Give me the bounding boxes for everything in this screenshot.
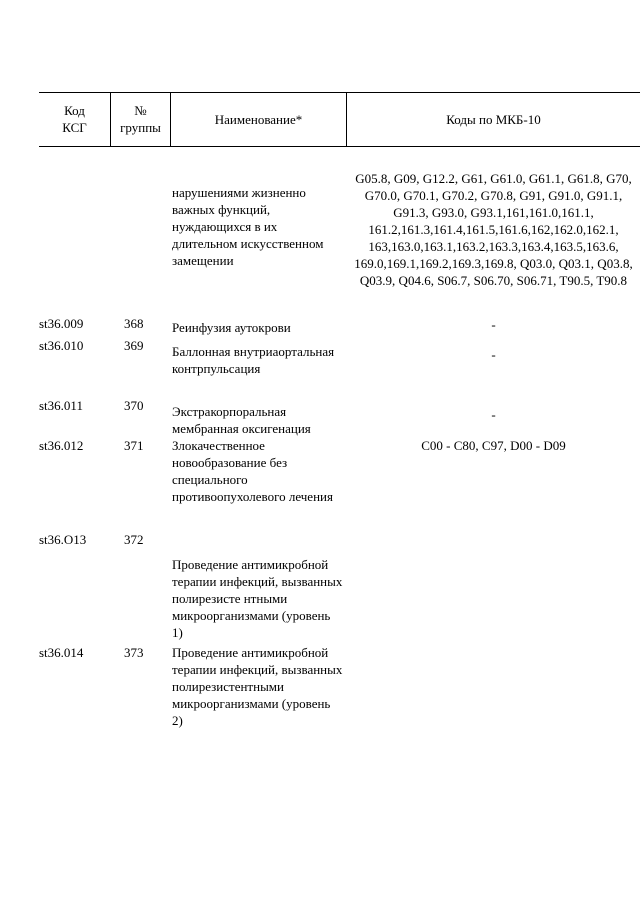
header-group-line1: № (134, 103, 147, 118)
header-bottom-rule (39, 146, 640, 147)
header-group-number (111, 92, 170, 146)
row-name: Баллонная внутриаортальная контрпульсация (172, 344, 335, 376)
row-group: 373 (124, 645, 144, 660)
row-code: st36.O13 (39, 532, 87, 547)
row-mkb: - (491, 407, 496, 422)
header-name (171, 92, 346, 146)
header-code-line2: КСГ (62, 120, 87, 135)
header-mkb (347, 92, 640, 146)
row-code: st36.010 (39, 338, 84, 353)
row-name: Экстракорпоральная мембранная оксигенация (172, 404, 311, 436)
row-name: Злокачественное новообразование без специального противоопухолевого лечения (172, 438, 333, 504)
row-mkb: - (491, 317, 496, 332)
row-name: Проведение антимикробной терапии инфекций, вызванных полирезистентными микроорганизмами (уровень 2) (172, 645, 343, 728)
header-code-ksg (39, 92, 110, 146)
header-code-line1: Код (64, 103, 85, 118)
row-group: 371 (124, 438, 144, 453)
header-group-line2: группы (120, 120, 161, 135)
row-group: 368 (124, 316, 144, 331)
row-name: Реинфузия аутокрови (172, 320, 291, 335)
row-name: Проведение антимикробной терапии инфекций, вызванных полирезисте нтными микроорганизмами (уровень 1) (172, 557, 343, 640)
row-code: st36.011 (39, 398, 83, 413)
row-group: 370 (124, 398, 144, 413)
row-code: st36.014 (39, 645, 84, 660)
row-group: 369 (124, 338, 144, 353)
header-name-label: Наименование* (214, 111, 303, 127)
row-group: 372 (124, 532, 144, 547)
row-code: st36.012 (39, 438, 84, 453)
row-mkb: - (491, 347, 496, 362)
row-mkb: C00 - C80, C97, D00 - D09 (421, 438, 566, 453)
continuation-name: нарушениями жизненно важных функций, нуждающихся в их длительном искусственном замещении (172, 185, 324, 268)
header-mkb-label: Коды по МКБ-10 (446, 111, 541, 127)
continuation-mkb-codes: G05.8, G09, G12.2, G61, G61.0, G61.1, G61.8, G70, G70.0, G70.1, G70.2, G70.8, G91, G91.0, G91.1, G91.3, G93.0, G93.1,161,161.0,161.1, 161.2,161.3,161.4,161.5,161.6,162,162.0,162.1, 163,163.0,163.1,163.2,163.3,163.4,163.5,163.6, 169.0,169.1,169.2,169.3,169.8, Q03.0, Q03.1, Q03.8, Q03.9, Q04.6, S06.7, S06.70, S06.71, T90.5, T90.8 (354, 171, 633, 288)
row-code: st36.009 (39, 316, 84, 331)
